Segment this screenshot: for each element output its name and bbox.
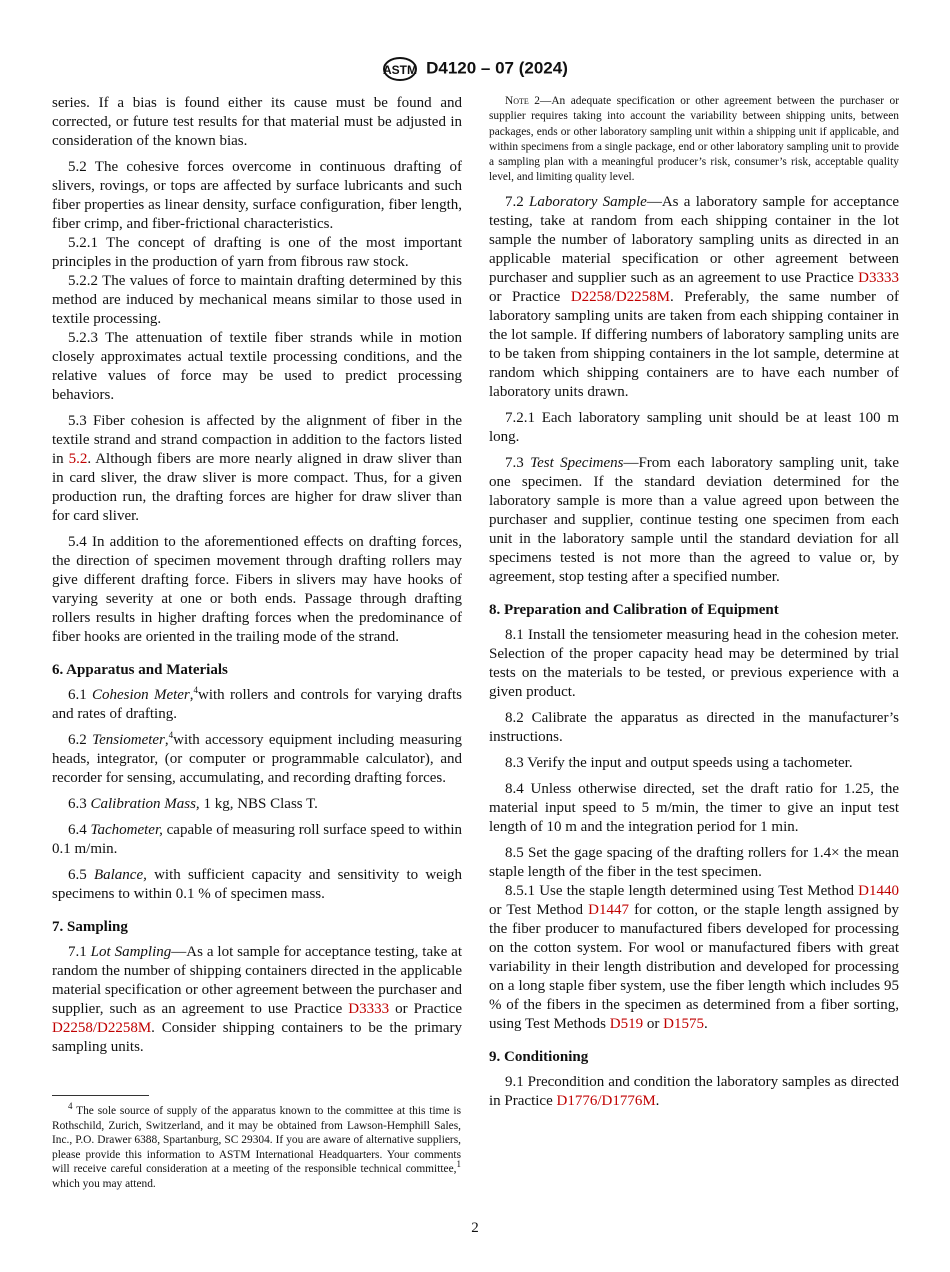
paragraph: [52, 533, 462, 647]
text-run: series. If a bias is found either its cause must be found and corrected, or future test results for that material must be adjusted in consideration of the known bias.: [52, 95, 462, 149]
text-run: or Test Method: [489, 901, 589, 918]
paragraph: [52, 795, 462, 814]
text-run: 6.1: [68, 687, 93, 703]
text-run: with sufficient capacity and sensitivity to weigh specimens to within 0.1 % of specimen mass.: [52, 867, 462, 902]
standard-link[interactable]: D3333: [348, 1001, 390, 1017]
footnote-tail: which you may attend.: [52, 1177, 156, 1190]
text-run: Balance,: [93, 867, 147, 883]
footnote-ref: 4: [168, 730, 174, 740]
paragraph: [489, 193, 899, 402]
text-run: Note: [505, 95, 529, 107]
text-run: 6.5: [68, 867, 94, 883]
paragraph: [52, 94, 462, 151]
standard-link[interactable]: D3333: [858, 269, 899, 286]
paragraph: [52, 821, 462, 859]
paragraph: [52, 272, 462, 329]
paragraph: [52, 234, 462, 272]
text-run: 5.2.3 The attenuation of textile fiber strands while in motion closely approximates actual textile processing conditions, and the relative values of force may be used to predict processing behaviors.: [52, 330, 462, 403]
document-designation: D4120 – 07 (2024): [426, 58, 568, 78]
paragraph: [52, 866, 462, 904]
text-run: 7.3: [505, 454, 531, 471]
text-run: with rollers and controls for varying drafts and rates of drafting.: [52, 687, 463, 722]
paragraph: [489, 626, 899, 702]
paragraph: [489, 409, 899, 447]
paragraph: [52, 412, 462, 526]
standard-link[interactable]: 5.2: [68, 451, 88, 467]
text-run: 8.5 Set the gage spacing of the drafting rollers for 1.4× the mean staple length of the fiber in the test specimen.: [489, 844, 899, 880]
text-run: . Although fibers are more nearly aligned in draw sliver than in card sliver, the draw sliver is more compact. Thus, for a given production run, the drafting forces are higher for draw sliver than for card sliver.: [52, 451, 462, 524]
text-run: 9.1 Precondition and condition the laboratory samples as directed in Practice: [489, 1073, 899, 1109]
text-run: Laboratory Sample: [529, 193, 647, 210]
text-run: 9. Conditioning: [489, 1048, 589, 1065]
text-run: 7.2.1 Each laboratory sampling unit should be at least 100 m long.: [489, 409, 899, 445]
paragraph: [52, 943, 462, 1057]
text-run: 6. Apparatus and Materials: [52, 662, 228, 678]
standard-link[interactable]: D1575: [663, 1015, 704, 1032]
page-number: 2: [471, 1220, 479, 1236]
paragraph: [52, 329, 462, 405]
text-run: 6.3: [68, 796, 91, 812]
paragraph: [489, 754, 899, 773]
footnote-4: [52, 1101, 461, 1192]
text-run: .: [703, 1015, 708, 1032]
text-run: —As a lot sample for acceptance testing, take at random the number of shipping containers directed in the applicable material specification or other agreement between the purchaser and supplier, such as an agreement to use Practice: [52, 944, 463, 1017]
text-run: ,: [189, 687, 194, 703]
paragraph: [52, 686, 462, 724]
svg-text:ASTM: ASTM: [383, 63, 418, 77]
paragraph: [489, 882, 899, 1034]
text-run: 8.1 Install the tensiometer measuring head in the cohesion meter. Selection of the proper capacity head may be determined by trial tests on the materials to be tested, or previous experience with a given product.: [489, 626, 899, 700]
paragraph: [489, 709, 899, 747]
section-heading: [52, 918, 462, 937]
text-run: 8.5.1 Use the staple length determined using Test Method: [505, 882, 859, 899]
text-run: Calibration Mass,: [90, 796, 200, 812]
text-run: Lot Sampling: [90, 944, 172, 960]
paragraph: [52, 731, 462, 788]
page-header: [0, 56, 950, 82]
standard-link[interactable]: D2258/D2258M: [52, 1020, 152, 1036]
text-run: with accessory equipment including measuring heads, integrator, (or computer or programmable calculator), and recorder for sensing, accumulating, and recording drafting forces.: [52, 732, 462, 786]
text-run: 5.2 The cohesive forces overcome in continuous drafting of slivers, rovings, or tops are affected by surface lubricants and such fiber properties as linear density, surface configuration, fiber length, fiber crimp, and fiber-frictional characteristics.: [52, 159, 462, 232]
text-run: 5.4 In addition to the aforementioned effects on drafting forces, the direction of specimen movement through drafting rollers may give different drafting force. Fibers in slivers may have hooks of varying severity at one or both ends. Passage through drafting rollers results in higher drafting forces when the predominance of fiber hooks are oriented in the trailing mode of the strand.: [52, 534, 462, 645]
text-run: 6.2: [68, 732, 93, 748]
text-run: ,: [164, 732, 169, 748]
left-column: [52, 94, 462, 1057]
text-run: .: [655, 1092, 660, 1109]
section-heading: [52, 661, 462, 680]
standard-link[interactable]: D2258/D2258M: [570, 288, 670, 305]
text-run: 8.2 Calibrate the apparatus as directed in the manufacturer’s instructions.: [489, 709, 899, 745]
paragraph: [489, 1073, 899, 1111]
text-run: . Preferably, the same number of laboratory sampling units are taken from each shipping container in the lot sample. If differing numbers of laboratory sampling units are to be taken from shipping containers in the lot sample, determine at random which shipping containers are to have each number of laboratory units drawn.: [489, 288, 899, 400]
text-run: for cotton, or the staple length assigned by the fiber producer to manufactured fibers developed for processing on the cotton system. For wool or manufactured fibers with great variability in their length distribution and developed for processing on a long staple fiber system, use the fiber length which includes 95 % of the fibers in the specimen as determined from a fiber sorting, using Test Methods: [489, 901, 899, 1032]
text-run: 2—An adequate specification or other agreement between the purchaser or supplier requires taking into account the variability between shipping units, between packages, ends or other laboratory sampling unit within a shipping unit if applicable, and within specimens from a single package, end or other laboratory sampling unit to provide a sampling plan with a meaningful producer’s risk, consumer’s risk, acceptable quality level, and limiting quality level.: [489, 95, 899, 184]
text-run: capable of measuring roll surface speed to within 0.1 m/min.: [52, 822, 463, 857]
text-run: 8. Preparation and Calibration of Equipment: [489, 601, 779, 618]
footnote-ref: 4: [193, 685, 199, 695]
standard-link[interactable]: D1440: [858, 882, 899, 899]
footnote-marker: 4: [68, 1101, 73, 1112]
text-run: 7. Sampling: [52, 919, 128, 935]
text-run: Test Specimens: [530, 454, 624, 471]
paragraph: [489, 780, 899, 837]
text-run: or Practice: [489, 288, 571, 305]
footnote-ref: 1: [456, 1159, 461, 1170]
text-run: 8.4 Unless otherwise directed, set the draft ratio for 1.25, the material input speed to 5 m/min, the timer to give an input test length of 10 m and the integration period for 1 min.: [489, 780, 899, 835]
note: [489, 94, 899, 186]
text-run: —From each laboratory sampling unit, take one specimen. If the standard deviation determined for the laboratory sample is more than a value agreed upon between the purchaser and supplier, continue testing one specimen from each unit in the laboratory sample until the standard deviation for all specimens tested is not more than the agreed to value or, by agreement, stop testing after a specified number.: [489, 454, 899, 585]
astm-logo-icon: [382, 56, 418, 82]
text-run: . Consider shipping containers to be the primary sampling units.: [52, 1020, 462, 1055]
text-run: 5.2.2 The values of force to maintain drafting determined by this method are induced by mechanical means similar to those used in textile processing.: [52, 273, 462, 327]
text-run: 7.1: [68, 944, 91, 960]
standard-link[interactable]: D1447: [588, 901, 629, 918]
standard-link[interactable]: D519: [609, 1015, 644, 1032]
text-run: 5.3 Fiber cohesion is affected by the alignment of fiber in the textile strand and strand compaction in addition to the factors listed in: [52, 413, 462, 467]
footnote-text: The sole source of supply of the apparatus known to the committee at this time is Rothschild, Zurich, Switzerland, and it may be obtained from Lawson-Hemphill Sales, Inc., P.O. Drawer 6388, Spartanburg, SC 29304. If you are aware of alternative suppliers, please provide this information to ASTM International Headquarters. Your comments will receive careful consideration at a meeting of the responsible technical committee,: [52, 1105, 461, 1176]
text-run: 7.2: [505, 193, 530, 210]
paragraph: [489, 454, 899, 587]
text-run: Cohesion Meter: [92, 687, 190, 703]
standard-link[interactable]: D1776/D1776M: [556, 1092, 656, 1109]
paragraph: [489, 844, 899, 882]
text-run: 5.2.1 The concept of drafting is one of the most important principles in the production of yarn from fibrous raw stock.: [52, 235, 462, 270]
paragraph: [52, 158, 462, 234]
text-run: or Practice: [389, 1001, 462, 1017]
text-run: 1 kg, NBS Class T.: [199, 796, 318, 812]
text-run: 6.4: [68, 822, 91, 838]
section-heading: [489, 601, 899, 620]
section-heading: [489, 1048, 899, 1067]
footnote-divider: [52, 1095, 149, 1096]
text-run: Tensiometer: [92, 732, 165, 748]
text-run: Tachometer,: [90, 822, 163, 838]
text-run: 8.3 Verify the input and output speeds using a tachometer.: [505, 754, 853, 771]
text-run: —As a laboratory sample for acceptance testing, take at random from each shipping container in the lot sample the number of laboratory sampling units as directed in an applicable material specification or other agreement between purchaser and supplier such as an agreement to use Practice: [489, 193, 900, 286]
right-column: [489, 94, 899, 1111]
text-run: or: [643, 1015, 664, 1032]
